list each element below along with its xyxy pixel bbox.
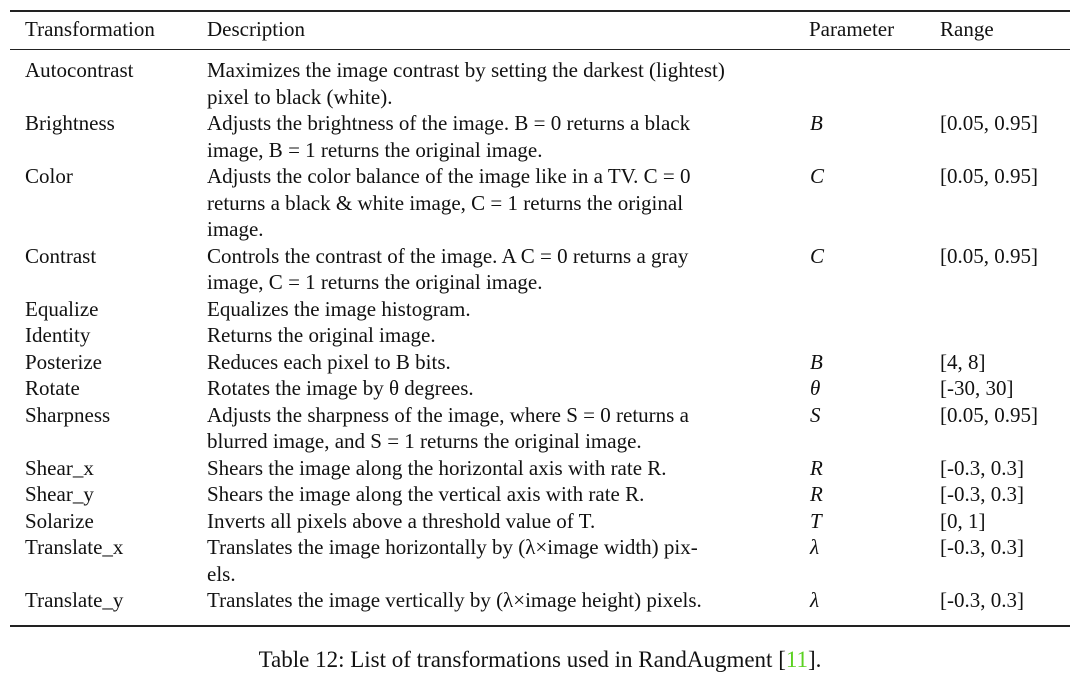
description-line: Translates the image vertically by (λ×image height) pixels. — [207, 588, 702, 612]
transformation-name: Translate_x — [25, 535, 124, 559]
transformation-description — [207, 296, 797, 323]
header-transformation: Transformation — [25, 17, 155, 41]
description-line: Adjusts the color balance of the image like in a TV. C = 0 — [207, 164, 691, 188]
parameter-symbol: T — [810, 508, 822, 533]
parameter-symbol: θ — [810, 376, 821, 400]
transformation-name: Sharpness — [25, 402, 111, 427]
transformation-description — [207, 163, 797, 243]
transformation-name: Solarize — [25, 508, 94, 533]
description-line: returns a black & white image, C = 1 returns the original — [207, 190, 684, 215]
parameter-symbol: S — [810, 402, 821, 427]
table-header-rule — [10, 49, 1070, 50]
table-bottom-rule — [10, 625, 1070, 627]
citation-link[interactable]: 11 — [785, 647, 809, 672]
description-line: Adjusts the sharpness of the image, where S = 0 returns a — [207, 402, 689, 427]
parameter-range: [-0.3, 0.3] — [940, 535, 1024, 559]
transformation-name: Autocontrast — [25, 58, 134, 82]
parameter-range: [0.05, 0.95] — [940, 111, 1038, 135]
transformation-description — [207, 534, 797, 587]
parameter-range: [-0.3, 0.3] — [940, 482, 1024, 506]
transformation-name: Identity — [25, 323, 91, 347]
description-line: Returns the original image. — [207, 323, 436, 347]
transformation-description — [207, 110, 797, 163]
table-top-rule — [10, 10, 1070, 12]
transformation-name: Equalize — [25, 296, 99, 321]
parameter-range: [0.05, 0.95] — [940, 243, 1038, 268]
caption-suffix: ]. — [808, 647, 822, 672]
caption-text: Table 12: List of transformations used in RandAugment [ — [258, 647, 786, 672]
transformation-description — [207, 322, 797, 349]
parameter-range: [0.05, 0.95] — [940, 402, 1038, 427]
transformation-description — [207, 481, 797, 508]
parameter-symbol: C — [810, 164, 825, 188]
parameter-symbol: R — [810, 482, 823, 506]
parameter-symbol: C — [810, 243, 825, 268]
parameter-range: [-0.3, 0.3] — [940, 455, 1024, 480]
description-line: Maximizes the image contrast by setting the darkest (lightest) — [207, 58, 725, 82]
description-line: Translates the image horizontally by (λ×image width) pix- — [207, 535, 698, 559]
transformation-name: Contrast — [25, 243, 97, 268]
transformation-name: Shear_y — [25, 482, 94, 506]
parameter-symbol: λ — [810, 588, 820, 612]
description-line: Shears the image along the horizontal axis with rate R. — [207, 455, 667, 480]
header-description: Description — [207, 17, 305, 41]
description-line: Inverts all pixels above a threshold value of T. — [207, 508, 596, 533]
table-caption — [0, 646, 1080, 674]
description-line: els. — [207, 561, 236, 586]
transformation-name: Rotate — [25, 376, 80, 400]
description-line: Shears the image along the vertical axis with rate R. — [207, 482, 645, 506]
description-line: blurred image, and S = 1 returns the original image. — [207, 429, 642, 453]
transformation-description — [207, 508, 797, 535]
header-range: Range — [940, 17, 994, 41]
description-line: Equalizes the image histogram. — [207, 296, 471, 321]
transformation-name: Posterize — [25, 349, 102, 374]
transformation-name: Translate_y — [25, 588, 124, 612]
description-line: Reduces each pixel to B bits. — [207, 349, 451, 374]
header-parameter: Parameter — [809, 17, 895, 41]
description-line: image, B = 1 returns the original image. — [207, 137, 543, 162]
transformation-description — [207, 243, 797, 296]
transformation-name: Color — [25, 164, 73, 188]
transformation-description — [207, 57, 797, 110]
description-line: image, C = 1 returns the original image. — [207, 270, 543, 294]
transformation-description — [207, 455, 797, 482]
description-line: image. — [207, 217, 264, 241]
description-line: pixel to black (white). — [207, 84, 393, 109]
parameter-range: [0, 1] — [940, 508, 986, 533]
description-line: Rotates the image by θ degrees. — [207, 376, 474, 400]
transformation-description — [207, 375, 797, 402]
transformation-name: Shear_x — [25, 455, 94, 480]
transformation-description — [207, 349, 797, 376]
description-line: Controls the contrast of the image. A C = 0 returns a gray — [207, 243, 689, 268]
transformation-name: Brightness — [25, 111, 115, 135]
parameter-range: [0.05, 0.95] — [940, 164, 1038, 188]
transformation-description — [207, 402, 797, 455]
description-line: Adjusts the brightness of the image. B = 0 returns a black — [207, 111, 691, 135]
parameter-range: [-30, 30] — [940, 376, 1014, 400]
parameter-symbol: B — [810, 111, 823, 135]
parameter-range: [4, 8] — [940, 349, 986, 374]
parameter-symbol: λ — [810, 535, 820, 559]
parameter-symbol: R — [810, 455, 823, 480]
transformation-description — [207, 587, 797, 614]
parameter-symbol: B — [810, 349, 823, 374]
parameter-range: [-0.3, 0.3] — [940, 588, 1024, 612]
